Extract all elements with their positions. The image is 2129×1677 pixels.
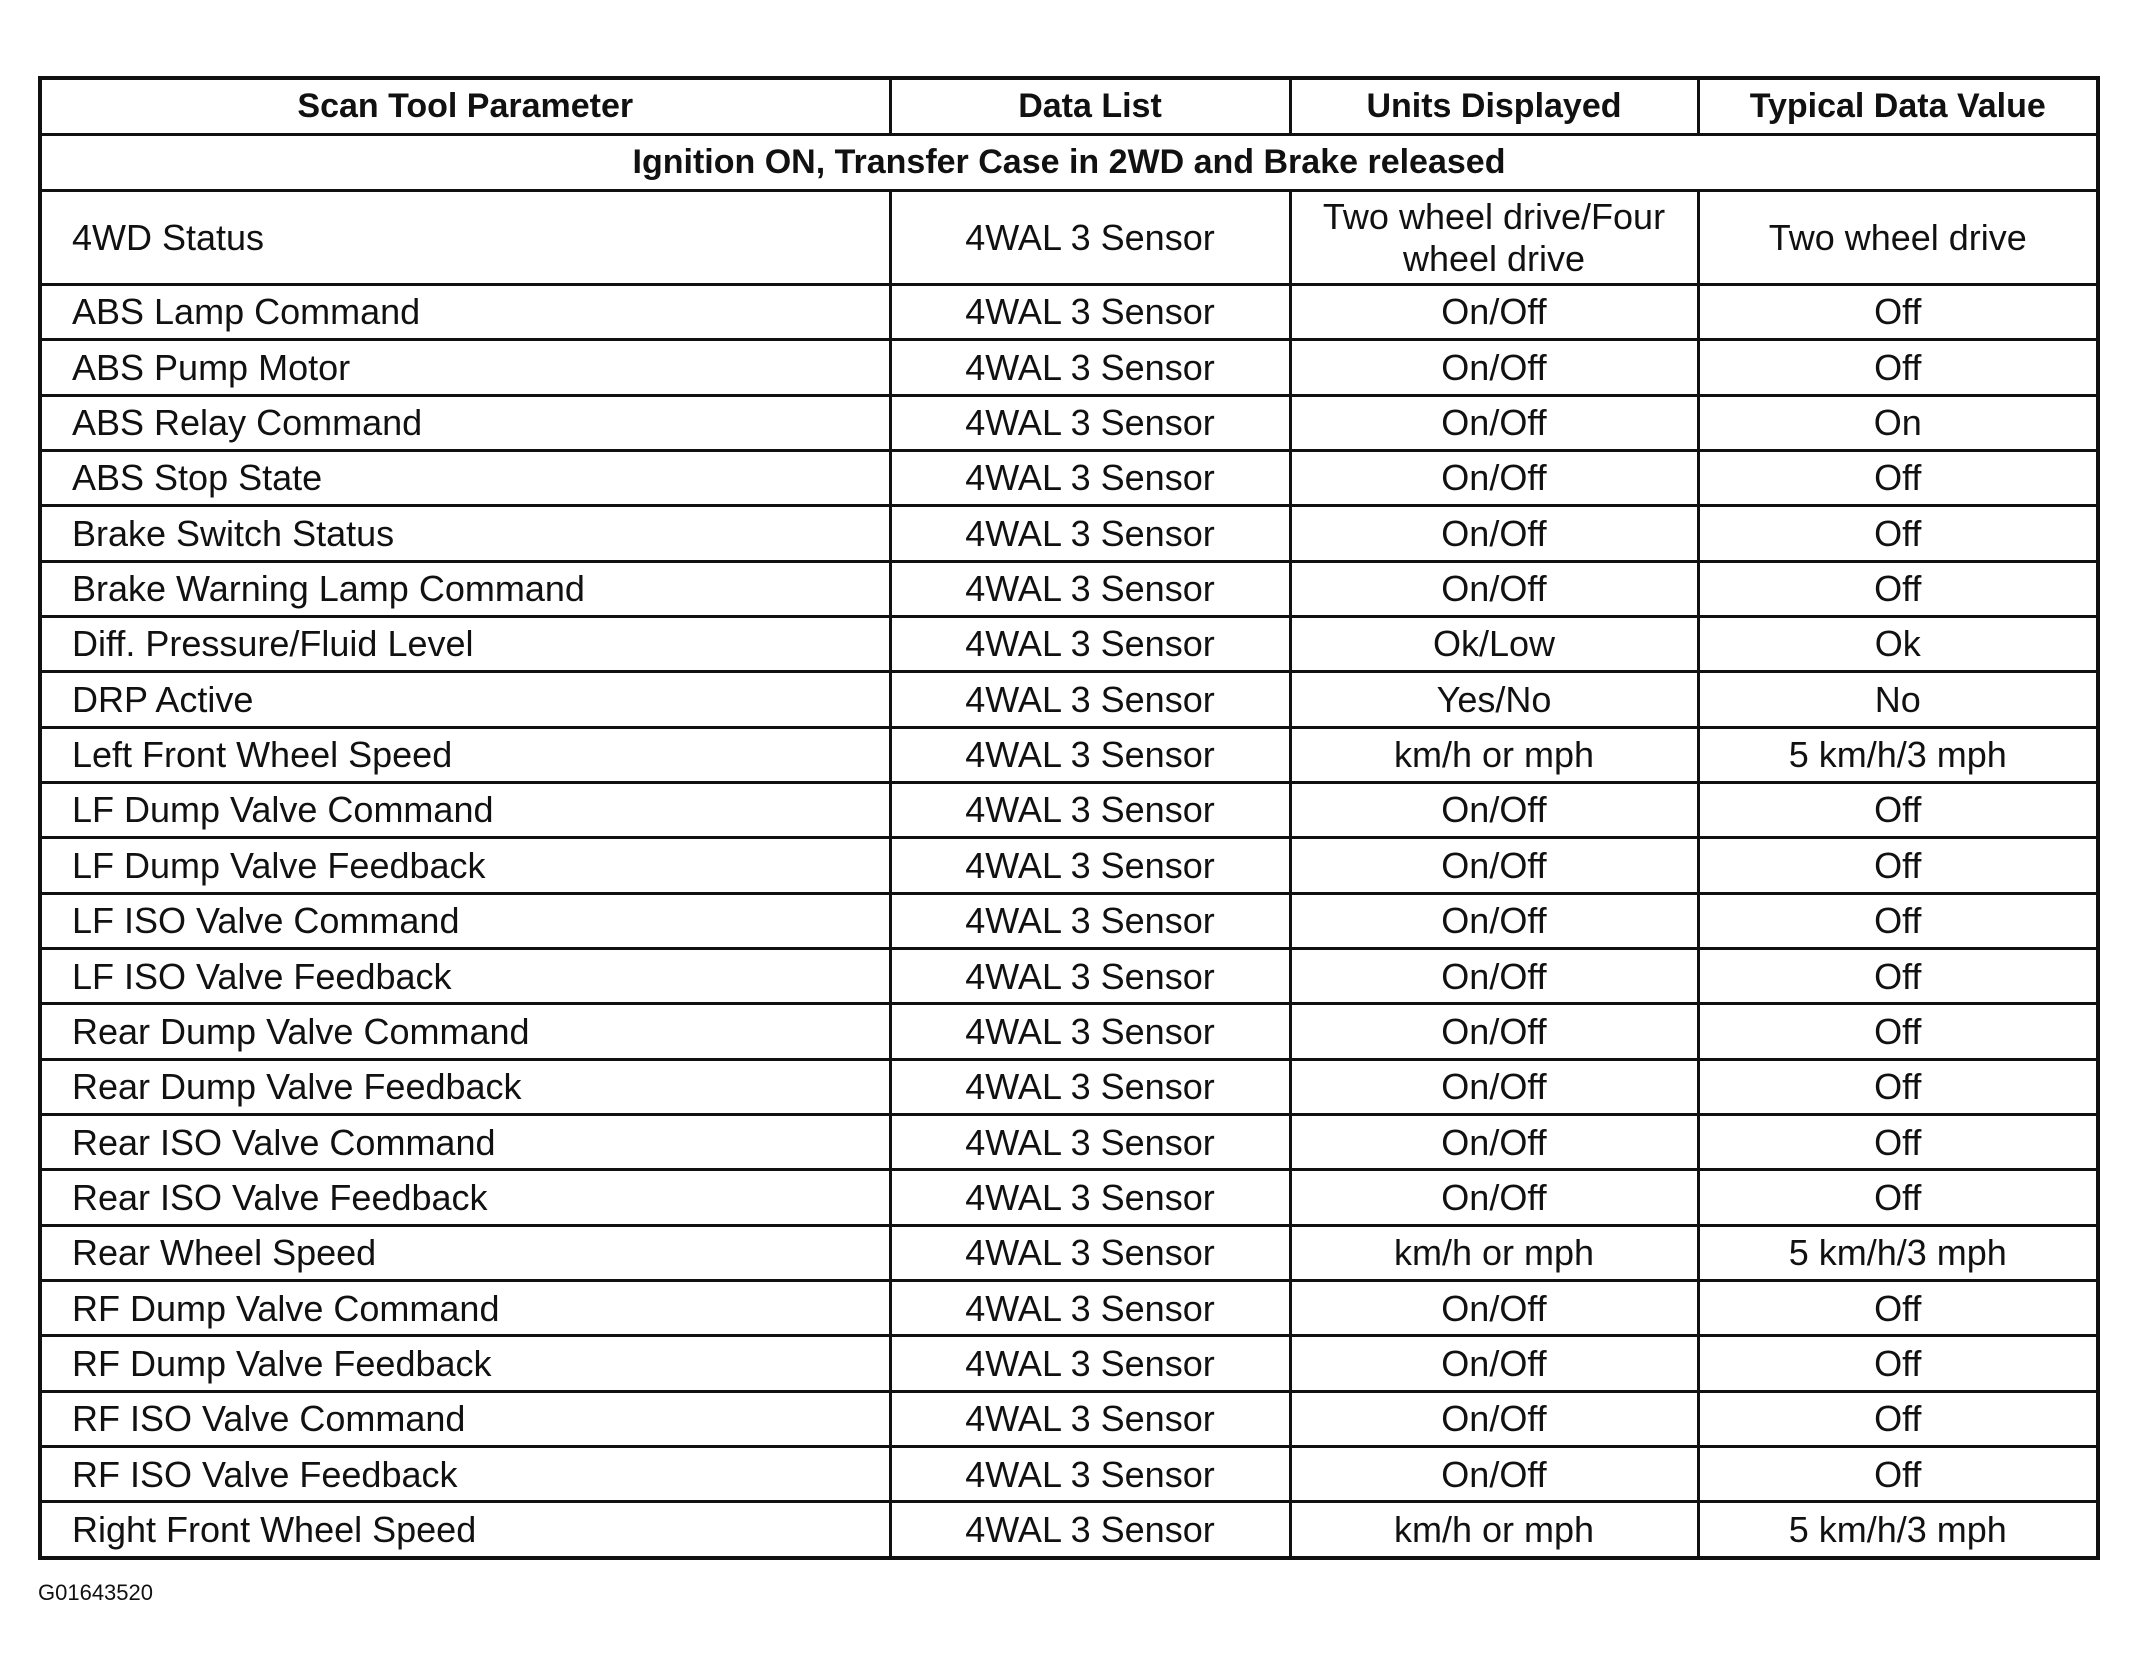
cell-data-list: 4WAL 3 Sensor: [890, 838, 1290, 893]
cell-data-list: 4WAL 3 Sensor: [890, 1281, 1290, 1336]
condition-row: [40, 135, 2098, 191]
cell-units: On/Off: [1290, 284, 1698, 339]
table-row: [40, 893, 2098, 948]
figure-id: G01643520: [38, 1580, 153, 1605]
table-row: [40, 838, 2098, 893]
cell-units: On/Off: [1290, 1170, 1698, 1225]
cell-param: Rear ISO Valve Command: [40, 1115, 890, 1170]
header-units-displayed: Units Displayed: [1290, 78, 1698, 135]
cell-typical-value: Off: [1698, 1336, 2098, 1391]
cell-units: On/Off: [1290, 893, 1698, 948]
header-typical-data-value: Typical Data Value: [1698, 78, 2098, 135]
cell-data-list: 4WAL 3 Sensor: [890, 1225, 1290, 1280]
cell-units: On/Off: [1290, 949, 1698, 1004]
table-row: [40, 1059, 2098, 1114]
cell-param: Brake Warning Lamp Command: [40, 561, 890, 616]
cell-param: LF Dump Valve Feedback: [40, 838, 890, 893]
table-row: [40, 1391, 2098, 1446]
cell-param: ABS Stop State: [40, 450, 890, 505]
cell-typical-value: Off: [1698, 1447, 2098, 1502]
table-row: [40, 395, 2098, 450]
table-row: [40, 561, 2098, 616]
cell-param: Right Front Wheel Speed: [40, 1502, 890, 1558]
cell-typical-value: Off: [1698, 561, 2098, 616]
cell-typical-value: Off: [1698, 783, 2098, 838]
cell-typical-value: Off: [1698, 1115, 2098, 1170]
cell-param: 4WD Status: [40, 191, 890, 285]
cell-units: km/h or mph: [1290, 727, 1698, 782]
cell-param: RF Dump Valve Command: [40, 1281, 890, 1336]
cell-typical-value: No: [1698, 672, 2098, 727]
cell-units: On/Off: [1290, 561, 1698, 616]
header-row: [40, 78, 2098, 135]
table-row: [40, 949, 2098, 1004]
table-row: [40, 1281, 2098, 1336]
cell-typical-value: Off: [1698, 1004, 2098, 1059]
cell-param: Rear Wheel Speed: [40, 1225, 890, 1280]
cell-data-list: 4WAL 3 Sensor: [890, 672, 1290, 727]
cell-typical-value: Off: [1698, 1170, 2098, 1225]
cell-typical-value: On: [1698, 395, 2098, 450]
cell-data-list: 4WAL 3 Sensor: [890, 1447, 1290, 1502]
cell-param: ABS Pump Motor: [40, 340, 890, 395]
cell-data-list: 4WAL 3 Sensor: [890, 561, 1290, 616]
table-row: [40, 672, 2098, 727]
header-data-list: Data List: [890, 78, 1290, 135]
cell-data-list: 4WAL 3 Sensor: [890, 450, 1290, 505]
cell-param: RF ISO Valve Command: [40, 1391, 890, 1446]
cell-param: Diff. Pressure/Fluid Level: [40, 616, 890, 671]
cell-typical-value: Off: [1698, 949, 2098, 1004]
cell-param: Brake Switch Status: [40, 506, 890, 561]
cell-data-list: 4WAL 3 Sensor: [890, 395, 1290, 450]
cell-param: Rear ISO Valve Feedback: [40, 1170, 890, 1225]
cell-units: Two wheel drive/Four wheel drive: [1290, 191, 1698, 285]
cell-units: On/Off: [1290, 1115, 1698, 1170]
cell-data-list: 4WAL 3 Sensor: [890, 1336, 1290, 1391]
cell-param: Left Front Wheel Speed: [40, 727, 890, 782]
cell-units: On/Off: [1290, 506, 1698, 561]
table-row: [40, 284, 2098, 339]
cell-typical-value: 5 km/h/3 mph: [1698, 727, 2098, 782]
cell-data-list: 4WAL 3 Sensor: [890, 893, 1290, 948]
cell-units: On/Off: [1290, 783, 1698, 838]
table-row: [40, 1447, 2098, 1502]
cell-typical-value: Off: [1698, 340, 2098, 395]
cell-data-list: 4WAL 3 Sensor: [890, 783, 1290, 838]
cell-data-list: 4WAL 3 Sensor: [890, 1502, 1290, 1558]
cell-param: Rear Dump Valve Command: [40, 1004, 890, 1059]
table-row: [40, 727, 2098, 782]
cell-typical-value: Off: [1698, 506, 2098, 561]
cell-param: ABS Relay Command: [40, 395, 890, 450]
cell-units: Yes/No: [1290, 672, 1698, 727]
cell-units: On/Off: [1290, 1391, 1698, 1446]
table-row: [40, 616, 2098, 671]
cell-param: ABS Lamp Command: [40, 284, 890, 339]
cell-units: Ok/Low: [1290, 616, 1698, 671]
cell-data-list: 4WAL 3 Sensor: [890, 1170, 1290, 1225]
table-row: [40, 1004, 2098, 1059]
table-row: [40, 506, 2098, 561]
cell-units: On/Off: [1290, 1281, 1698, 1336]
table-row: [40, 1225, 2098, 1280]
cell-param: Rear Dump Valve Feedback: [40, 1059, 890, 1114]
cell-data-list: 4WAL 3 Sensor: [890, 1059, 1290, 1114]
table-body: [40, 135, 2098, 1559]
table-row: [40, 340, 2098, 395]
cell-data-list: 4WAL 3 Sensor: [890, 1115, 1290, 1170]
table-row: [40, 1115, 2098, 1170]
cell-units: On/Off: [1290, 395, 1698, 450]
table-row: [40, 450, 2098, 505]
cell-typical-value: Two wheel drive: [1698, 191, 2098, 285]
scan-tool-data-table: [38, 76, 2100, 1560]
cell-typical-value: 5 km/h/3 mph: [1698, 1502, 2098, 1558]
cell-param: LF ISO Valve Feedback: [40, 949, 890, 1004]
condition-text: Ignition ON, Transfer Case in 2WD and Brake released: [40, 135, 2098, 191]
cell-units: On/Off: [1290, 1336, 1698, 1391]
cell-units: On/Off: [1290, 838, 1698, 893]
cell-param: LF ISO Valve Command: [40, 893, 890, 948]
cell-data-list: 4WAL 3 Sensor: [890, 1391, 1290, 1446]
cell-data-list: 4WAL 3 Sensor: [890, 506, 1290, 561]
cell-typical-value: Off: [1698, 1391, 2098, 1446]
cell-param: RF ISO Valve Feedback: [40, 1447, 890, 1502]
cell-typical-value: Off: [1698, 893, 2098, 948]
cell-typical-value: Off: [1698, 838, 2098, 893]
cell-units: On/Off: [1290, 1004, 1698, 1059]
table-row: [40, 1170, 2098, 1225]
cell-data-list: 4WAL 3 Sensor: [890, 727, 1290, 782]
table-row: [40, 191, 2098, 285]
cell-units: On/Off: [1290, 450, 1698, 505]
table-row: [40, 783, 2098, 838]
cell-typical-value: Off: [1698, 450, 2098, 505]
cell-units: km/h or mph: [1290, 1502, 1698, 1558]
cell-param: RF Dump Valve Feedback: [40, 1336, 890, 1391]
cell-data-list: 4WAL 3 Sensor: [890, 284, 1290, 339]
header-scan-tool-parameter: Scan Tool Parameter: [40, 78, 890, 135]
cell-data-list: 4WAL 3 Sensor: [890, 949, 1290, 1004]
table-row: [40, 1502, 2098, 1558]
cell-data-list: 4WAL 3 Sensor: [890, 340, 1290, 395]
cell-typical-value: Off: [1698, 284, 2098, 339]
cell-param: DRP Active: [40, 672, 890, 727]
cell-param: LF Dump Valve Command: [40, 783, 890, 838]
cell-typical-value: 5 km/h/3 mph: [1698, 1225, 2098, 1280]
cell-units: On/Off: [1290, 340, 1698, 395]
cell-typical-value: Ok: [1698, 616, 2098, 671]
cell-typical-value: Off: [1698, 1281, 2098, 1336]
cell-units: On/Off: [1290, 1447, 1698, 1502]
table-row: [40, 1336, 2098, 1391]
cell-data-list: 4WAL 3 Sensor: [890, 191, 1290, 285]
cell-typical-value: Off: [1698, 1059, 2098, 1114]
cell-data-list: 4WAL 3 Sensor: [890, 1004, 1290, 1059]
cell-units: On/Off: [1290, 1059, 1698, 1114]
cell-data-list: 4WAL 3 Sensor: [890, 616, 1290, 671]
cell-units: km/h or mph: [1290, 1225, 1698, 1280]
